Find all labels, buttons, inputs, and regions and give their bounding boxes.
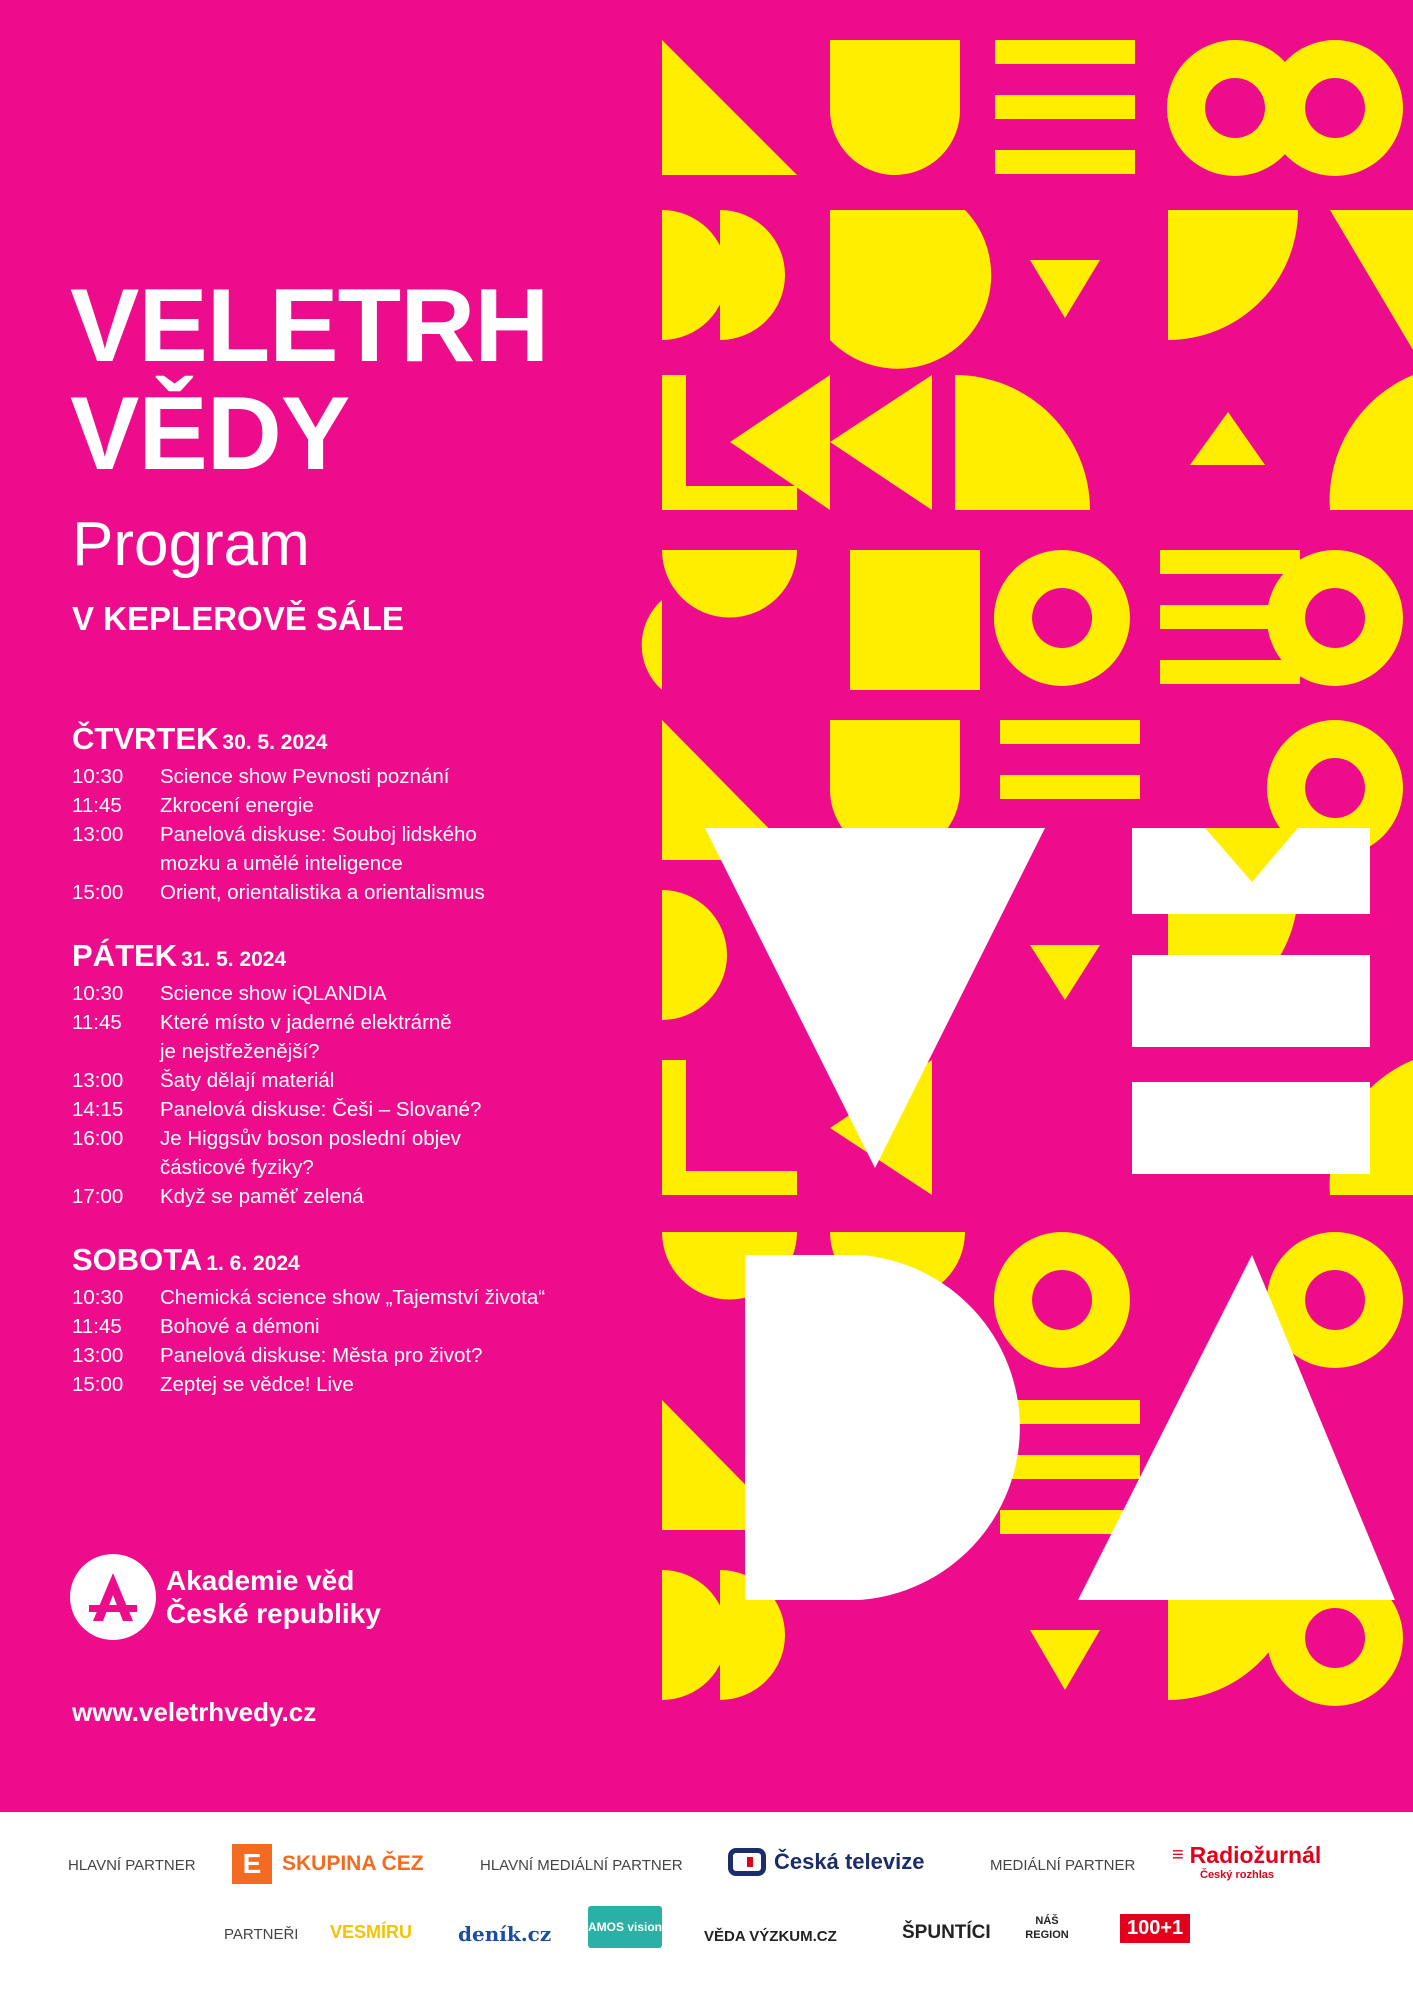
event-row — [72, 1182, 652, 1211]
event-time: 13:00 — [72, 1069, 124, 1092]
day-heading — [72, 1241, 652, 1283]
day-name: ČTVRTEK — [72, 721, 219, 756]
day-block — [72, 937, 652, 1211]
event-time: 11:45 — [72, 1011, 122, 1034]
cez-logo[interactable] — [232, 1844, 424, 1884]
partner-100plus1[interactable]: 100+1 — [1120, 1914, 1190, 1943]
event-time: 11:45 — [72, 794, 122, 817]
event-row — [72, 1312, 652, 1341]
event-row — [72, 762, 652, 791]
event-time: 15:00 — [72, 881, 124, 904]
event-title: Chemická science show „Tajemství života“ — [160, 1286, 546, 1309]
day-date: 1. 6. 2024 — [206, 1252, 300, 1275]
event-row — [72, 1283, 652, 1312]
event-row — [72, 1341, 652, 1370]
event-row — [72, 878, 652, 907]
event-time: 13:00 — [72, 1344, 124, 1367]
day-date: 30. 5. 2024 — [222, 731, 328, 754]
partner-spuntici[interactable]: ŠPUNTÍCI — [902, 1922, 991, 1943]
partner-nas-region[interactable]: NÁŠ REGION — [1025, 1915, 1069, 1941]
cesky-rozhlas-name: Český rozhlas — [1200, 1869, 1274, 1881]
event-title: Bohové a démoni — [160, 1315, 320, 1338]
venue: V KEPLEROVĚ SÁLE — [72, 600, 404, 637]
day-heading — [72, 720, 652, 762]
event-title: Science show Pevnosti poznání — [160, 765, 450, 788]
event-title: Panelová diskuse: Souboj lidského mozku a umělé inteligence — [160, 823, 477, 875]
event-row — [72, 791, 652, 820]
event-time: 11:45 — [72, 1315, 122, 1338]
event-time: 13:00 — [72, 823, 124, 846]
event-row — [72, 979, 652, 1008]
event-row — [72, 820, 652, 878]
event-time: 14:15 — [72, 1098, 124, 1121]
ceska-televize-logo[interactable] — [728, 1848, 924, 1876]
academy-logo — [70, 1554, 381, 1640]
academy-a-icon — [70, 1554, 156, 1640]
event-time: 10:30 — [72, 765, 124, 788]
event-title: Orient, orientalistika a orientalismus — [160, 881, 485, 904]
event-title: Panelová diskuse: Města pro život? — [160, 1344, 483, 1367]
event-title: Panelová diskuse: Češi – Slované? — [160, 1098, 482, 1121]
ct-icon — [728, 1848, 766, 1876]
partner-denik[interactable]: deník.cz — [458, 1922, 552, 1946]
academy-name-line-2: České republiky — [166, 1598, 381, 1629]
event-row — [72, 1008, 652, 1066]
event-title: Je Higgsův boson poslední objev částicové fyziky? — [160, 1127, 461, 1179]
schedule — [72, 720, 652, 1429]
cez-icon: E — [232, 1844, 272, 1884]
day-date: 31. 5. 2024 — [181, 948, 287, 971]
event-time: 10:30 — [72, 1286, 124, 1309]
partner-veda-vyzkum[interactable]: VĚDA VÝZKUM.CZ — [704, 1928, 837, 1945]
event-time: 15:00 — [72, 1373, 124, 1396]
main-partner-label: HLAVNÍ PARTNER — [68, 1857, 196, 1874]
academy-name-line-1: Akademie věd — [166, 1565, 355, 1596]
event-title: Science show iQLANDIA — [160, 982, 387, 1005]
event-time: 16:00 — [72, 1127, 124, 1150]
ct-name: Česká televize — [774, 1849, 925, 1874]
day-name: PÁTEK — [72, 938, 178, 973]
day-name: SOBOTA — [72, 1242, 203, 1277]
partner-vesmiru[interactable]: VESMÍRU — [330, 1922, 413, 1942]
event-row — [72, 1124, 652, 1182]
media-partner-label: MEDIÁLNÍ PARTNER — [990, 1857, 1136, 1874]
event-title: Zkrocení energie — [160, 794, 314, 817]
day-block — [72, 720, 652, 907]
event-row — [72, 1066, 652, 1095]
radiozurnal-name: Radiožurnál — [1189, 1842, 1322, 1868]
page-title — [70, 268, 549, 492]
event-title: Zeptej se vědce! Live — [160, 1373, 354, 1396]
day-block — [72, 1241, 652, 1399]
radio-icon: ≡ — [1172, 1844, 1184, 1866]
event-row — [72, 1370, 652, 1399]
partner-amos-vision[interactable]: AMOS vision — [588, 1906, 662, 1948]
title-line-1: VELETRH — [70, 268, 549, 384]
main-media-partner-label: HLAVNÍ MEDIÁLNÍ PARTNER — [480, 1857, 683, 1874]
title-line-2: VĚDY — [70, 376, 350, 492]
website-link[interactable]: www.veletrhvedy.cz — [72, 1697, 317, 1727]
radiozurnal-logo[interactable] — [1172, 1842, 1321, 1881]
subtitle: Program — [72, 510, 310, 579]
event-title: Které místo v jaderné elektrárně je nejstřeženější? — [160, 1011, 452, 1063]
event-row — [72, 1095, 652, 1124]
event-title: Šaty dělají materiál — [160, 1069, 335, 1092]
day-heading — [72, 937, 652, 979]
white-veda-letters — [705, 828, 1395, 1600]
academy-name — [166, 1564, 381, 1630]
event-title: Když se paměť zelená — [160, 1185, 364, 1208]
event-time: 10:30 — [72, 982, 124, 1005]
cez-name: SKUPINA ČEZ — [282, 1852, 424, 1875]
partners-label: PARTNEŘI — [224, 1926, 299, 1943]
event-time: 17:00 — [72, 1185, 124, 1208]
